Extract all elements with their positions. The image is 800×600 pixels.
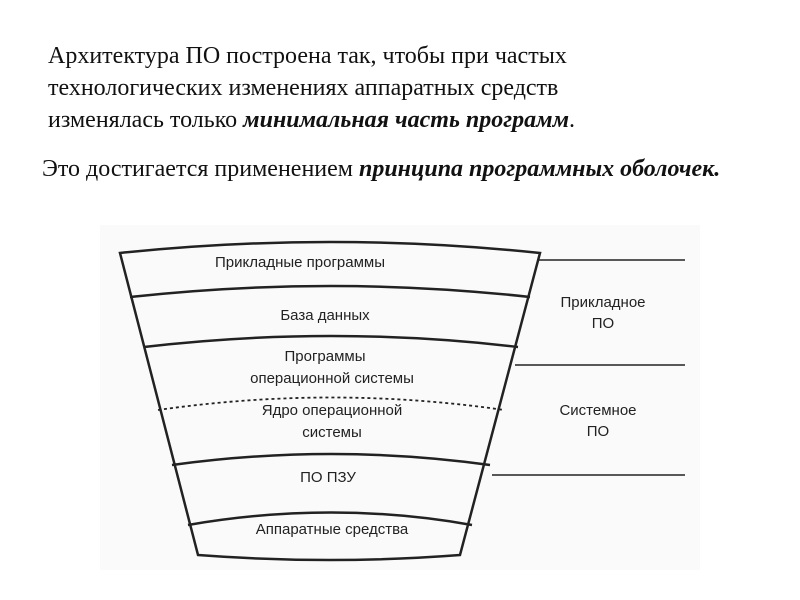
layer-label-kernel-2: системы: [302, 424, 362, 441]
layer-label-hardware: Аппаратные средства: [255, 521, 409, 538]
layer-label-os-programs-1: Программы: [284, 348, 366, 365]
layer-boundary-2: [144, 336, 518, 347]
intro-line-2: технологических изменениях аппаратных средств: [48, 75, 559, 101]
group-label-system-1: Системное: [559, 402, 637, 419]
intro-line-3: [48, 104, 768, 136]
intro-line-3-text: изменялась только: [48, 107, 244, 133]
layer-label-kernel-1: Ядро операционной: [261, 402, 403, 419]
layer-boundary-1: [130, 286, 530, 297]
principle-paragraph: [42, 150, 762, 188]
intro-line-1: Архитектура ПО построена так, чтобы при частых: [48, 43, 567, 69]
layer-label-database: База данных: [280, 307, 370, 324]
layer-label-applications: Прикладные программы: [214, 254, 386, 271]
layer-label-rom: ПО ПЗУ: [300, 469, 356, 486]
layers-diagram: [100, 225, 700, 570]
group-label-system-2: ПО: [586, 423, 610, 440]
group-label-applied-2: ПО: [591, 315, 615, 332]
shell-principle-emphasis: принципа программных оболочек.: [358, 156, 721, 182]
layer-boundary-4: [172, 454, 490, 465]
principle-text: Это достигается применением: [42, 156, 359, 182]
group-label-applied-1: Прикладное: [560, 294, 646, 311]
intro-paragraph: [48, 40, 768, 136]
layer-label-os-programs-2: операционной системы: [250, 370, 414, 387]
intro-line-3-end: .: [569, 107, 576, 133]
minimal-part-emphasis: минимальная часть программ: [243, 107, 570, 133]
layers-diagram-svg: [100, 225, 700, 570]
